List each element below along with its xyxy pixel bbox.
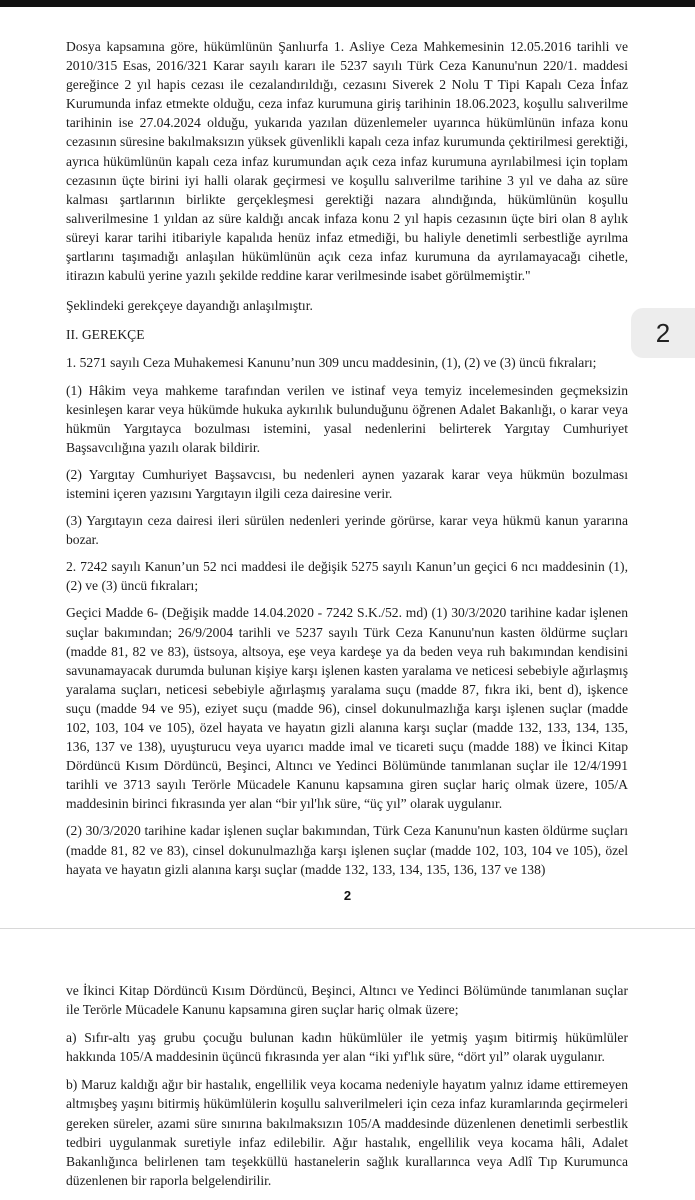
paragraph-provisional-article-6-clause-2: (2) 30/3/2020 tarihine kadar işlenen suçlar bakımından, Türk Ceza Kanunu'nun kasten öldürme suçları (madde 81, 82 ve 83), cinsel dokunulmazlığa karşı işlenen suçlar (madde 102, 103, 104 ve 105), özel hayata ve hayatın gizli alanına karşı suçlar (madde 132, 133, 134, 135, 136, 137 ve 138) <box>66 823 628 877</box>
section-heading-gerekce: II. GEREKÇE <box>66 327 145 343</box>
paragraph-law-7242: 2. 7242 sayılı Kanun’un 52 nci maddesi ile değişik 5275 sayılı Kanun’un geçici 6 ncı maddesinin (1), (2) ve (3) üncü fıkraları; <box>66 559 628 594</box>
document-page-2 <box>66 981 628 1199</box>
top-edge-bar <box>0 0 695 7</box>
paragraph-continuation: ve İkinci Kitap Dördüncü Kısım Dördüncü, Beşinci, Altıncı ve Yedinci Bölümünde tanımlanan suçlar ile Terörle Mücadele Kanunu kapsamına giren suçlar hariç olmak üzere; <box>66 983 628 1018</box>
document-page-1 <box>66 37 628 887</box>
paragraph-clause-a: a) Sıfır-altı yaş grubu çocuğu bulunan kadın hükümlüler ile yetmiş yaşım bitirmiş hükümlüler hakkında 105/A maddesinin üçüncü fıkrasında yer alan “iki yıf'lık süre, “dört yıl” olarak uygulanır. <box>66 1030 628 1065</box>
paragraph-case-summary: Dosya kapsamına göre, hükümlünün Şanlıurfa 1. Asliye Ceza Mahkemesinin 12.05.2016 tarihli ve 2010/315 Esas, 2016/321 Karar sayılı kararı ile 5237 sayılı Türk Ceza Kanunu'nun 220/1. maddesi gereğince 2 yıl hapis cezası ile cezalandırıldığı, cezasını Siverek 2 Nolu T Tipi Kapalı Ceza İnfaz Kurumunda infaz etmekte olduğu, ceza infaz kurumuna giriş tarihinin 18.06.2023, koşullu salıverilme tarihinin ise 27.04.2024 olduğu, yukarıda yazılan düzenlemeler uyarınca hükümlünün infaza konu cezasının süresine bakılmaksızın yüksek güvenlikli kapalı ceza infaz kurumunda çektirilmesi gerektiği, ayrıca hükümlünün kapalı ceza infaz kurumundan açık ceza infaz kurumuna ayrılabilmesi için toplam cezasının üçte birini iyi halli olarak geçirmesi ve koşullu salıverilme tarihine 3 yıl ve daha az süre kalması şartlarının birlikte gerçekleşmesi gerektiği nazara alındığında, hükümlünün koşullu salıverilmesine 1 yıldan az süre kaldığı ancak infaza konu 2 yıl hapis cezasının üçte biri olan 8 aylık süreyi karar tarihi itibariyle kapalıda henüz infaz etmediği, bu haliyle denetimli serbestliğe ayrılma şartlarını taşımadığı anlaşılan hükümlünün açık ceza infaz kurumuna da ayrılamayacağı cihetle, itirazın kabulü yerine yazılı şekilde reddine karar verilmesinde isabet görülmemiştir." <box>66 39 628 284</box>
page-separator <box>0 928 695 941</box>
paragraph-provisional-article-6-clause-1: Geçici Madde 6- (Değişik madde 14.04.2020 - 7242 S.K./52. md) (1) 30/3/2020 tarihine kadar işlenen suçlar bakımından; 26/9/2004 tarihli ve 5237 sayılı Türk Ceza Kanunu'nun kasten öldürme suçları (madde 81, 82 ve 83), üstsoya, altsoya, eşe veya kardeşe ya da beden veya ruh bakımından kendisini savunamayacak durumda bulunan kişiye karşı işlenen kasten yaralama ve neticesi sebebiyle ağırlaşmış yaralama suçları, neticesi sebebiyle ağırlaşmış yaralama suçu (madde 87, fıkra iki, bent d), işkence suçu (madde 94 ve 95), eziyet suçu (madde 96), cinsel dokunulmazlığa karşı işlenen suçlar (madde 102, 103, 104 ve 105), özel hayata ve hayatın gizli alanına karşı suçlar (madde 132, 133, 134, 135, 136, 137 ve 138), uyuşturucu veya uyarıcı madde imal ve ticareti suçu (madde 188) ve İkinci Kitap Dördüncü Kısım Dördüncü, Beşinci, Altıncı ve Yedinci Bölümünde tanımlanan suçlar ile 12/4/1991 tarihli ve 3713 sayılı Terörle Mücadele Kanunu kapsamına giren suçlar hariç olmak üzere, 105/A maddesinin birinci fıkrasında yer alan “bir yıl'lık süre, “üç yıl” olarak uygulanır. <box>66 605 628 812</box>
page-indicator-badge: 2 <box>631 308 695 358</box>
paragraph-cmk-309-clause-1: (1) Hâkim veya mahkeme tarafından verilen ve istinaf veya temyiz incelemesinden geçmeksizin kesinleşen karar veya hükümde hukuka aykırılık bulunduğunu öğrenen Adalet Bakanlığı, o karar veya hükmün Yargıtayca bozulması istemini, yasal nedenlerini belirterek Yargıtay Cumhuriyet Başsavcılığına yazılı olarak bildirir. <box>66 382 628 455</box>
paragraph-cmk-309-clause-2: (2) Yargıtay Cumhuriyet Başsavcısı, bu nedenleri aynen yazarak karar veya hükmün bozulması istemini içeren yazısını Yargıtayın ilgili ceza dairesine verir. <box>66 466 628 501</box>
paragraph-cmk-309-clause-3: (3) Yargıtayın ceza dairesi ileri sürülen nedenleri yerinde görürse, karar veya hükmü kanun yararına bozar. <box>66 513 628 548</box>
paragraph-reasoning-reference: Şeklindeki gerekçeye dayandığı anlaşılmıştır. <box>66 298 313 314</box>
paragraph-cmk-309: 1. 5271 sayılı Ceza Muhakemesi Kanunu’nun 309 uncu maddesinin, (1), (2) ve (3) üncü fıkraları; <box>66 355 597 371</box>
paragraph-clause-b: b) Maruz kaldığı ağır bir hastalık, engellilik veya kocama nedeniyle hayatım yalnız idame ettiremeyen altmışbeş yaşını bitirmiş hükümlülerin koşullu salıverilmeleri için ceza infaz kuramlarında geçirmeleri gereken süreler, azami süre sınırına bakılmaksızın 105/A maddesinde düzenlenen denetimli serbestlik tedbiri uygulanmak suretiyle infaz edilebilir. Ağır hastalık, engellilik veya kocama hâli, Adalet Bakanlığınca belirlenen tam teşekküllü hastanelerin sağlık kurallarınca veya Adlî Tıp Kurumunca düzenlenen bir raporla belgelendirilir. <box>66 1077 628 1188</box>
page-footer-number: 2 <box>343 888 352 903</box>
